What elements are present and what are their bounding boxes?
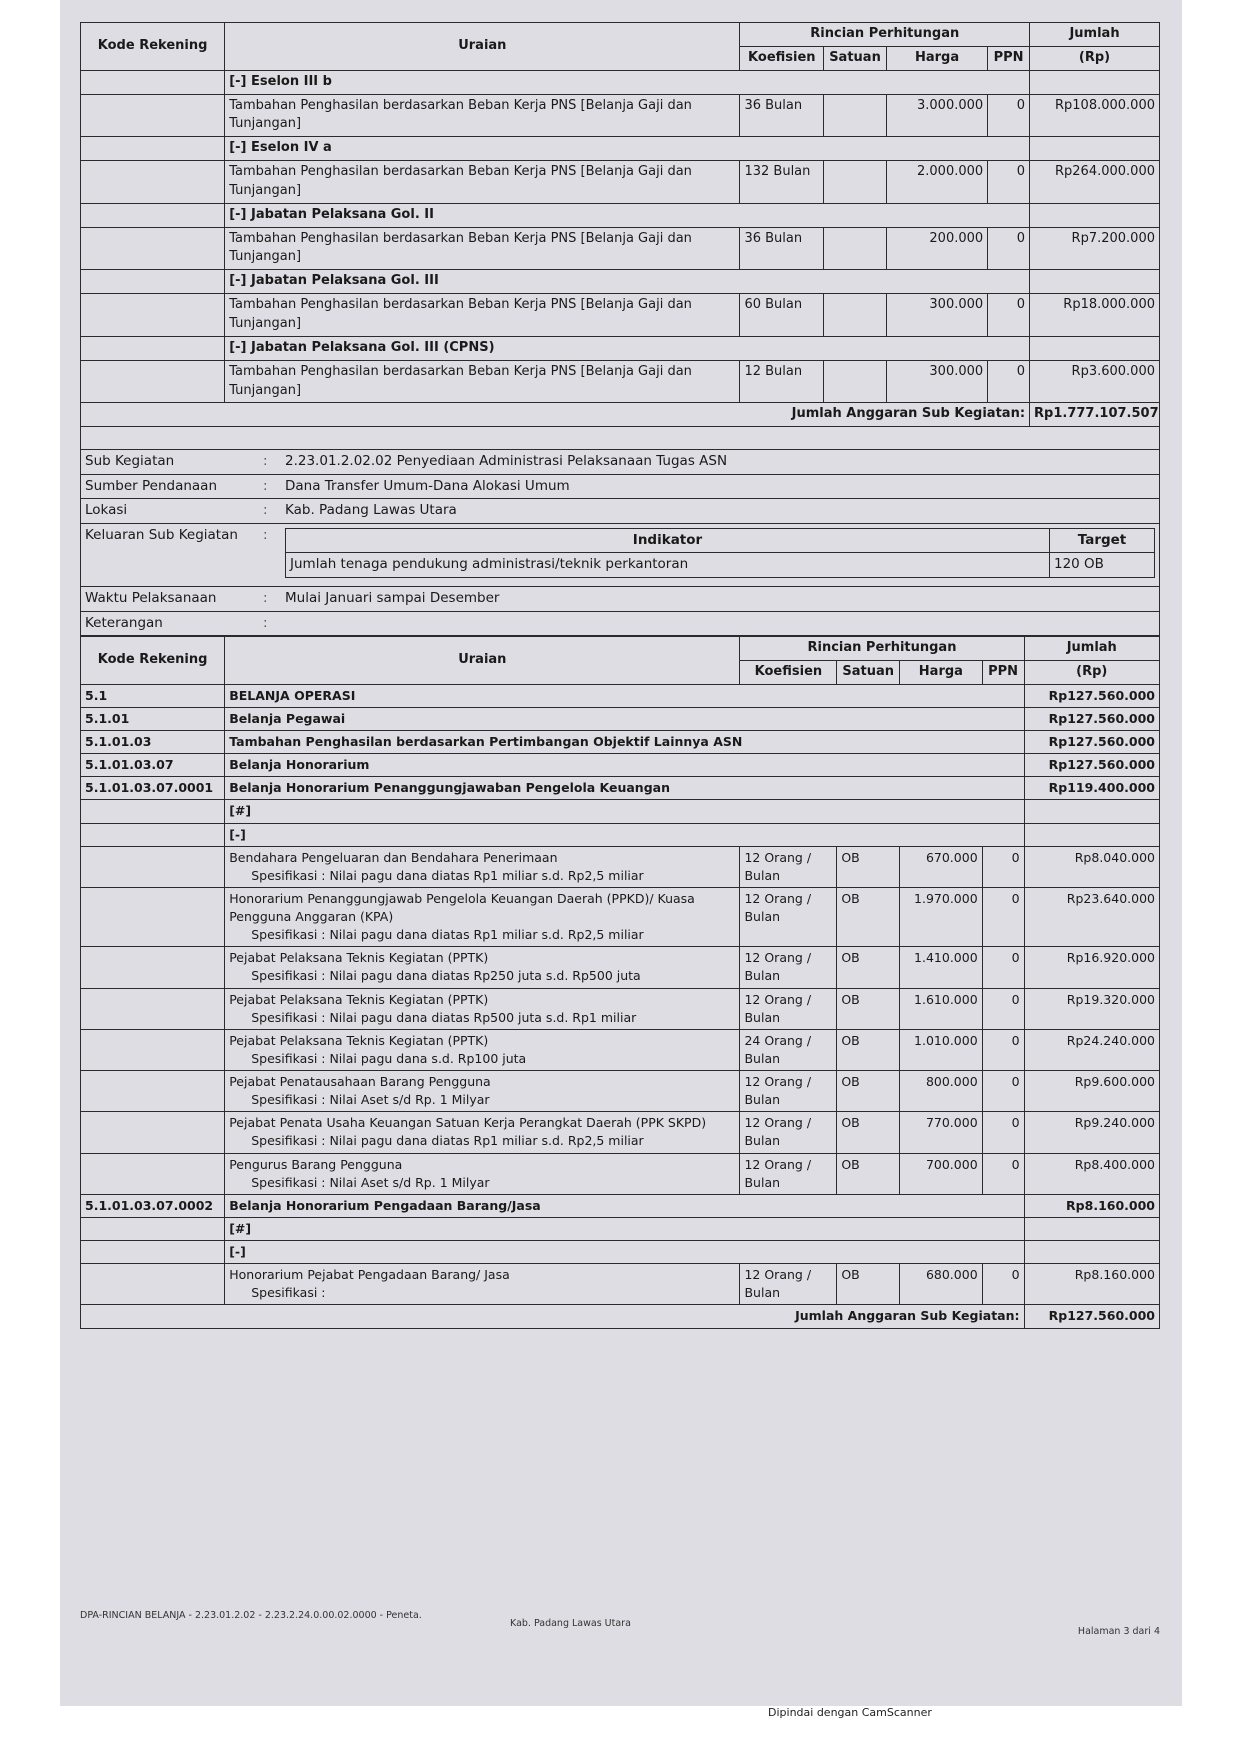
colon: : (259, 523, 281, 586)
kode-cell (81, 800, 225, 823)
harga-cell: 670.000 (900, 846, 983, 887)
colon: : (259, 499, 281, 524)
col-kode-rekening: Kode Rekening (81, 637, 225, 685)
harga-cell: 770.000 (900, 1112, 983, 1153)
group-row (81, 137, 1160, 161)
kode-cell (81, 203, 225, 227)
account-total: Rp8.160.000 (1024, 1194, 1159, 1217)
col-koefisien: Koefisien (740, 46, 824, 70)
jumlah-cell (1030, 203, 1160, 227)
info-row-keterangan (81, 611, 1160, 636)
jumlah-cell: Rp9.600.000 (1024, 1071, 1159, 1112)
ppn-cell: 0 (988, 360, 1030, 403)
account-name: BELANJA OPERASI (225, 684, 1024, 707)
satuan-cell (824, 161, 887, 204)
item-spesifikasi: Spesifikasi : Nilai Aset s/d Rp. 1 Milyar (251, 1092, 490, 1108)
koefisien-cell: 12 Orang / Bulan (740, 887, 837, 946)
satuan-cell (824, 294, 887, 337)
jumlah-cell (1030, 270, 1160, 294)
uraian-cell (225, 988, 740, 1029)
ppn-cell: 0 (982, 887, 1024, 946)
item-spesifikasi: Spesifikasi : Nilai pagu dana diatas Rp250 juta s.d. Rp500 juta (251, 968, 641, 984)
kode-cell (81, 94, 225, 137)
kode-cell (81, 70, 225, 94)
account-row (81, 684, 1160, 707)
marker-row (81, 1217, 1160, 1240)
jumlah-cell: Rp7.200.000 (1030, 227, 1160, 270)
item-spesifikasi: Spesifikasi : Nilai pagu dana diatas Rp1 miliar s.d. Rp2,5 miliar (251, 867, 644, 883)
marker-row (81, 800, 1160, 823)
account-name: Belanja Pegawai (225, 707, 1024, 730)
indikator-value: Jumlah tenaga pendukung administrasi/teknik perkantoran (286, 553, 1050, 578)
target-value: 120 OB (1050, 553, 1155, 578)
kode-cell (81, 161, 225, 204)
uraian-cell (225, 1112, 740, 1153)
info-row-keluaran (81, 523, 1160, 586)
colon: : (259, 450, 281, 475)
marker-row (81, 1241, 1160, 1264)
group-row (81, 203, 1160, 227)
satuan-cell: OB (837, 1264, 900, 1305)
satuan-cell: OB (837, 1071, 900, 1112)
total-label: Jumlah Anggaran Sub Kegiatan: (81, 403, 1030, 427)
kode-cell (81, 1071, 225, 1112)
koefisien-cell: 36 Bulan (740, 94, 824, 137)
total-value: Rp1.777.107.507 (1030, 403, 1160, 427)
kode-cell (81, 1112, 225, 1153)
account-row (81, 731, 1160, 754)
ppn-cell: 0 (982, 1264, 1024, 1305)
uraian-cell: Tambahan Penghasilan berdasarkan Beban Kerja PNS [Belanja Gaji dan Tunjangan] (225, 360, 740, 403)
label-keluaran: Keluaran Sub Kegiatan (81, 523, 260, 586)
ppn-cell: 0 (982, 1071, 1024, 1112)
item-name: Pejabat Pelaksana Teknis Kegiatan (PPTK) (229, 950, 489, 966)
item-name: Pejabat Penata Usaha Keuangan Satuan Kerja Perangkat Daerah (PPK SKPD) (229, 1115, 707, 1131)
item-name: Pejabat Penatausahaan Barang Pengguna (229, 1074, 491, 1090)
col-jumlah: Jumlah (1024, 637, 1159, 661)
footer-location: Kab. Padang Lawas Utara (510, 1618, 631, 1629)
koefisien-cell: 12 Orang / Bulan (740, 1153, 837, 1194)
kode-cell (81, 846, 225, 887)
kode-cell (81, 1153, 225, 1194)
koefisien-cell: 12 Orang / Bulan (740, 1264, 837, 1305)
marker-label: [-] (225, 823, 1024, 846)
col-harga: Harga (900, 660, 983, 684)
koefisien-cell: 12 Orang / Bulan (740, 846, 837, 887)
harga-cell: 300.000 (886, 294, 987, 337)
uraian-cell (225, 887, 740, 946)
total-label: Jumlah Anggaran Sub Kegiatan: (81, 1305, 1025, 1328)
account-code: 5.1.01.03.07.0002 (81, 1194, 225, 1217)
harga-cell: 800.000 (900, 1071, 983, 1112)
col-satuan: Satuan (837, 660, 900, 684)
satuan-cell: OB (837, 1153, 900, 1194)
uraian-cell (225, 1071, 740, 1112)
footer-page-number: Halaman 3 dari 4 (1077, 1626, 1160, 1637)
kode-cell (81, 360, 225, 403)
kode-cell (81, 270, 225, 294)
account-name: Belanja Honorarium (225, 754, 1024, 777)
detail-row (81, 1071, 1160, 1112)
label-waktu: Waktu Pelaksanaan (81, 587, 260, 612)
kode-cell (81, 823, 225, 846)
total-row (81, 403, 1160, 427)
indikator-header: Indikator (286, 528, 1050, 553)
detail-row (81, 846, 1160, 887)
satuan-cell: OB (837, 947, 900, 988)
satuan-cell (824, 360, 887, 403)
satuan-cell: OB (837, 1112, 900, 1153)
kode-cell (81, 1029, 225, 1070)
ppn-cell: 0 (982, 988, 1024, 1029)
jumlah-cell: Rp24.240.000 (1024, 1029, 1159, 1070)
ppn-cell: 0 (982, 1153, 1024, 1194)
item-spesifikasi: Spesifikasi : Nilai pagu dana diatas Rp1 miliar s.d. Rp2,5 miliar (251, 1133, 644, 1149)
uraian-cell (225, 1264, 740, 1305)
jumlah-cell (1024, 1217, 1159, 1240)
detail-row (81, 1029, 1160, 1070)
account-total: Rp119.400.000 (1024, 777, 1159, 800)
col-satuan: Satuan (824, 46, 887, 70)
koefisien-cell: 132 Bulan (740, 161, 824, 204)
koefisien-cell: 12 Bulan (740, 360, 824, 403)
keluaran-cell (281, 523, 1160, 586)
uraian-cell (225, 1029, 740, 1070)
koefisien-cell: 12 Orang / Bulan (740, 1112, 837, 1153)
jumlah-cell: Rp264.000.000 (1030, 161, 1160, 204)
belanja-table (80, 636, 1160, 1328)
harga-cell: 700.000 (900, 1153, 983, 1194)
harga-cell: 1.970.000 (900, 887, 983, 946)
group-label: [-] Eselon III b (225, 70, 1030, 94)
account-name: Tambahan Penghasilan berdasarkan Pertimbangan Objektif Lainnya ASN (225, 731, 1024, 754)
account-row (81, 707, 1160, 730)
item-spesifikasi: Spesifikasi : Nilai pagu dana diatas Rp1 miliar s.d. Rp2,5 miliar (251, 927, 644, 943)
koefisien-cell: 36 Bulan (740, 227, 824, 270)
colon: : (259, 474, 281, 499)
jumlah-cell (1024, 1241, 1159, 1264)
account-row (81, 754, 1160, 777)
ppn-cell: 0 (988, 294, 1030, 337)
account-total: Rp127.560.000 (1024, 707, 1159, 730)
item-spesifikasi: Spesifikasi : Nilai pagu dana diatas Rp500 juta s.d. Rp1 miliar (251, 1009, 637, 1025)
satuan-cell: OB (837, 846, 900, 887)
detail-row (81, 988, 1160, 1029)
value-lokasi: Kab. Padang Lawas Utara (281, 499, 1160, 524)
ppn-cell: 0 (988, 161, 1030, 204)
ppn-cell: 0 (982, 1112, 1024, 1153)
document-sheet (80, 22, 1160, 1637)
group-label: [-] Eselon IV a (225, 137, 1030, 161)
group-row (81, 336, 1160, 360)
detail-row (81, 227, 1160, 270)
group-row (81, 270, 1160, 294)
kode-cell (81, 1217, 225, 1240)
koefisien-cell: 12 Orang / Bulan (740, 988, 837, 1029)
col-jumlah: Jumlah (1030, 23, 1160, 47)
value-sumber: Dana Transfer Umum-Dana Alokasi Umum (281, 474, 1160, 499)
jumlah-cell: Rp18.000.000 (1030, 294, 1160, 337)
kode-cell (81, 137, 225, 161)
account-name: Belanja Honorarium Penanggungjawaban Pengelola Keuangan (225, 777, 1024, 800)
satuan-cell (824, 94, 887, 137)
value-sub-kegiatan: 2.23.01.2.02.02 Penyediaan Administrasi Pelaksanaan Tugas ASN (281, 450, 1160, 475)
jumlah-cell: Rp16.920.000 (1024, 947, 1159, 988)
uraian-cell: Tambahan Penghasilan berdasarkan Beban Kerja PNS [Belanja Gaji dan Tunjangan] (225, 94, 740, 137)
harga-cell: 1.410.000 (900, 947, 983, 988)
colon: : (259, 587, 281, 612)
account-row (81, 1194, 1160, 1217)
account-code: 5.1.01.03.07 (81, 754, 225, 777)
info-row-sumber (81, 474, 1160, 499)
account-code: 5.1 (81, 684, 225, 707)
scanned-page (60, 0, 1182, 1706)
sub-kegiatan-info (80, 449, 1160, 636)
item-name: Pejabat Pelaksana Teknis Kegiatan (PPTK) (229, 1032, 489, 1048)
marker-label: [#] (225, 1217, 1024, 1240)
item-name: Honorarium Penanggungjawab Pengelola Keuangan Daerah (PPKD)/ Kuasa Pengguna Anggaran (KPA) (229, 890, 695, 925)
harga-cell: 3.000.000 (886, 94, 987, 137)
item-spesifikasi: Spesifikasi : Nilai pagu dana s.d. Rp100 juta (251, 1050, 527, 1066)
account-total: Rp127.560.000 (1024, 731, 1159, 754)
detail-row (81, 1264, 1160, 1305)
indikator-table (285, 528, 1155, 578)
item-name: Pengurus Barang Pengguna (229, 1156, 403, 1172)
koefisien-cell: 60 Bulan (740, 294, 824, 337)
col-harga: Harga (886, 46, 987, 70)
item-spesifikasi: Spesifikasi : Nilai Aset s/d Rp. 1 Milyar (251, 1174, 490, 1190)
label-lokasi: Lokasi (81, 499, 260, 524)
kode-cell (81, 1241, 225, 1264)
jumlah-cell (1030, 70, 1160, 94)
marker-row (81, 823, 1160, 846)
detail-row (81, 1112, 1160, 1153)
account-code: 5.1.01.03.07.0001 (81, 777, 225, 800)
jumlah-cell: Rp8.160.000 (1024, 1264, 1159, 1305)
harga-cell: 300.000 (886, 360, 987, 403)
col-koefisien: Koefisien (740, 660, 837, 684)
detail-row (81, 360, 1160, 403)
total-row (81, 1305, 1160, 1328)
kode-cell (81, 988, 225, 1029)
ppn-cell: 0 (988, 227, 1030, 270)
kode-cell (81, 336, 225, 360)
col-uraian: Uraian (225, 23, 740, 71)
satuan-cell: OB (837, 887, 900, 946)
harga-cell: 2.000.000 (886, 161, 987, 204)
account-code: 5.1.01.03 (81, 731, 225, 754)
col-ppn: PPN (982, 660, 1024, 684)
harga-cell: 680.000 (900, 1264, 983, 1305)
item-name: Pejabat Pelaksana Teknis Kegiatan (PPTK) (229, 991, 489, 1007)
account-name: Belanja Honorarium Pengadaan Barang/Jasa (225, 1194, 1024, 1217)
info-row-sub-kegiatan (81, 450, 1160, 475)
group-label: [-] Jabatan Pelaksana Gol. II (225, 203, 1030, 227)
jumlah-cell: Rp3.600.000 (1030, 360, 1160, 403)
ppn-cell: 0 (982, 1029, 1024, 1070)
koefisien-cell: 12 Orang / Bulan (740, 947, 837, 988)
marker-label: [#] (225, 800, 1024, 823)
value-keterangan (281, 611, 1160, 636)
kode-cell (81, 227, 225, 270)
label-keterangan: Keterangan (81, 611, 260, 636)
detail-row (81, 1153, 1160, 1194)
detail-row (81, 294, 1160, 337)
col-kode-rekening: Kode Rekening (81, 23, 225, 71)
col-rincian: Rincian Perhitungan (740, 637, 1024, 661)
ppn-cell: 0 (982, 947, 1024, 988)
jumlah-cell (1024, 800, 1159, 823)
account-row (81, 777, 1160, 800)
jumlah-cell (1024, 823, 1159, 846)
info-row-waktu (81, 587, 1160, 612)
harga-cell: 1.610.000 (900, 988, 983, 1029)
label-sub-kegiatan: Sub Kegiatan (81, 450, 260, 475)
detail-row (81, 94, 1160, 137)
koefisien-cell: 12 Orang / Bulan (740, 1071, 837, 1112)
uraian-cell: Tambahan Penghasilan berdasarkan Beban Kerja PNS [Belanja Gaji dan Tunjangan] (225, 227, 740, 270)
label-sumber: Sumber Pendanaan (81, 474, 260, 499)
group-label: [-] Jabatan Pelaksana Gol. III (CPNS) (225, 336, 1030, 360)
col-ppn: PPN (988, 46, 1030, 70)
colon: : (259, 611, 281, 636)
value-waktu: Mulai Januari sampai Desember (281, 587, 1160, 612)
jumlah-cell: Rp108.000.000 (1030, 94, 1160, 137)
col-uraian: Uraian (225, 637, 740, 685)
col-rincian: Rincian Perhitungan (740, 23, 1030, 47)
jumlah-cell: Rp8.400.000 (1024, 1153, 1159, 1194)
detail-row (81, 887, 1160, 946)
account-total: Rp127.560.000 (1024, 754, 1159, 777)
kode-cell (81, 887, 225, 946)
kode-cell (81, 947, 225, 988)
marker-label: [-] (225, 1241, 1024, 1264)
jumlah-cell (1030, 137, 1160, 161)
jumlah-cell: Rp9.240.000 (1024, 1112, 1159, 1153)
ppn-cell: 0 (982, 846, 1024, 887)
spacer (80, 427, 1160, 449)
account-total: Rp127.560.000 (1024, 684, 1159, 707)
total-value: Rp127.560.000 (1024, 1305, 1159, 1328)
detail-row (81, 161, 1160, 204)
item-name: Bendahara Pengeluaran dan Bendahara Penerimaan (229, 849, 558, 865)
satuan-cell (824, 227, 887, 270)
col-rp: (Rp) (1024, 660, 1159, 684)
uraian-cell (225, 846, 740, 887)
top-detail-table (80, 22, 1160, 427)
uraian-cell (225, 1153, 740, 1194)
detail-row (81, 947, 1160, 988)
group-label: [-] Jabatan Pelaksana Gol. III (225, 270, 1030, 294)
jumlah-cell (1030, 336, 1160, 360)
jumlah-cell: Rp23.640.000 (1024, 887, 1159, 946)
satuan-cell: OB (837, 1029, 900, 1070)
koefisien-cell: 24 Orang / Bulan (740, 1029, 837, 1070)
account-code: 5.1.01 (81, 707, 225, 730)
group-row (81, 70, 1160, 94)
harga-cell: 200.000 (886, 227, 987, 270)
col-rp: (Rp) (1030, 46, 1160, 70)
footer-document-code: DPA-RINCIAN BELANJA - 2.23.01.2.02 - 2.23.2.24.0.00.02.0000 - Peneta. (80, 1610, 422, 1621)
kode-cell (81, 294, 225, 337)
jumlah-cell: Rp8.040.000 (1024, 846, 1159, 887)
harga-cell: 1.010.000 (900, 1029, 983, 1070)
uraian-cell: Tambahan Penghasilan berdasarkan Beban Kerja PNS [Belanja Gaji dan Tunjangan] (225, 161, 740, 204)
ppn-cell: 0 (988, 94, 1030, 137)
info-row-lokasi (81, 499, 1160, 524)
kode-cell (81, 1264, 225, 1305)
item-name: Honorarium Pejabat Pengadaan Barang/ Jasa (229, 1267, 510, 1283)
uraian-cell (225, 947, 740, 988)
satuan-cell: OB (837, 988, 900, 1029)
item-spesifikasi: Spesifikasi : (251, 1285, 326, 1301)
uraian-cell: Tambahan Penghasilan berdasarkan Beban Kerja PNS [Belanja Gaji dan Tunjangan] (225, 294, 740, 337)
jumlah-cell: Rp19.320.000 (1024, 988, 1159, 1029)
camscanner-caption: Dipindai dengan CamScanner (768, 1706, 932, 1719)
target-header: Target (1050, 528, 1155, 553)
